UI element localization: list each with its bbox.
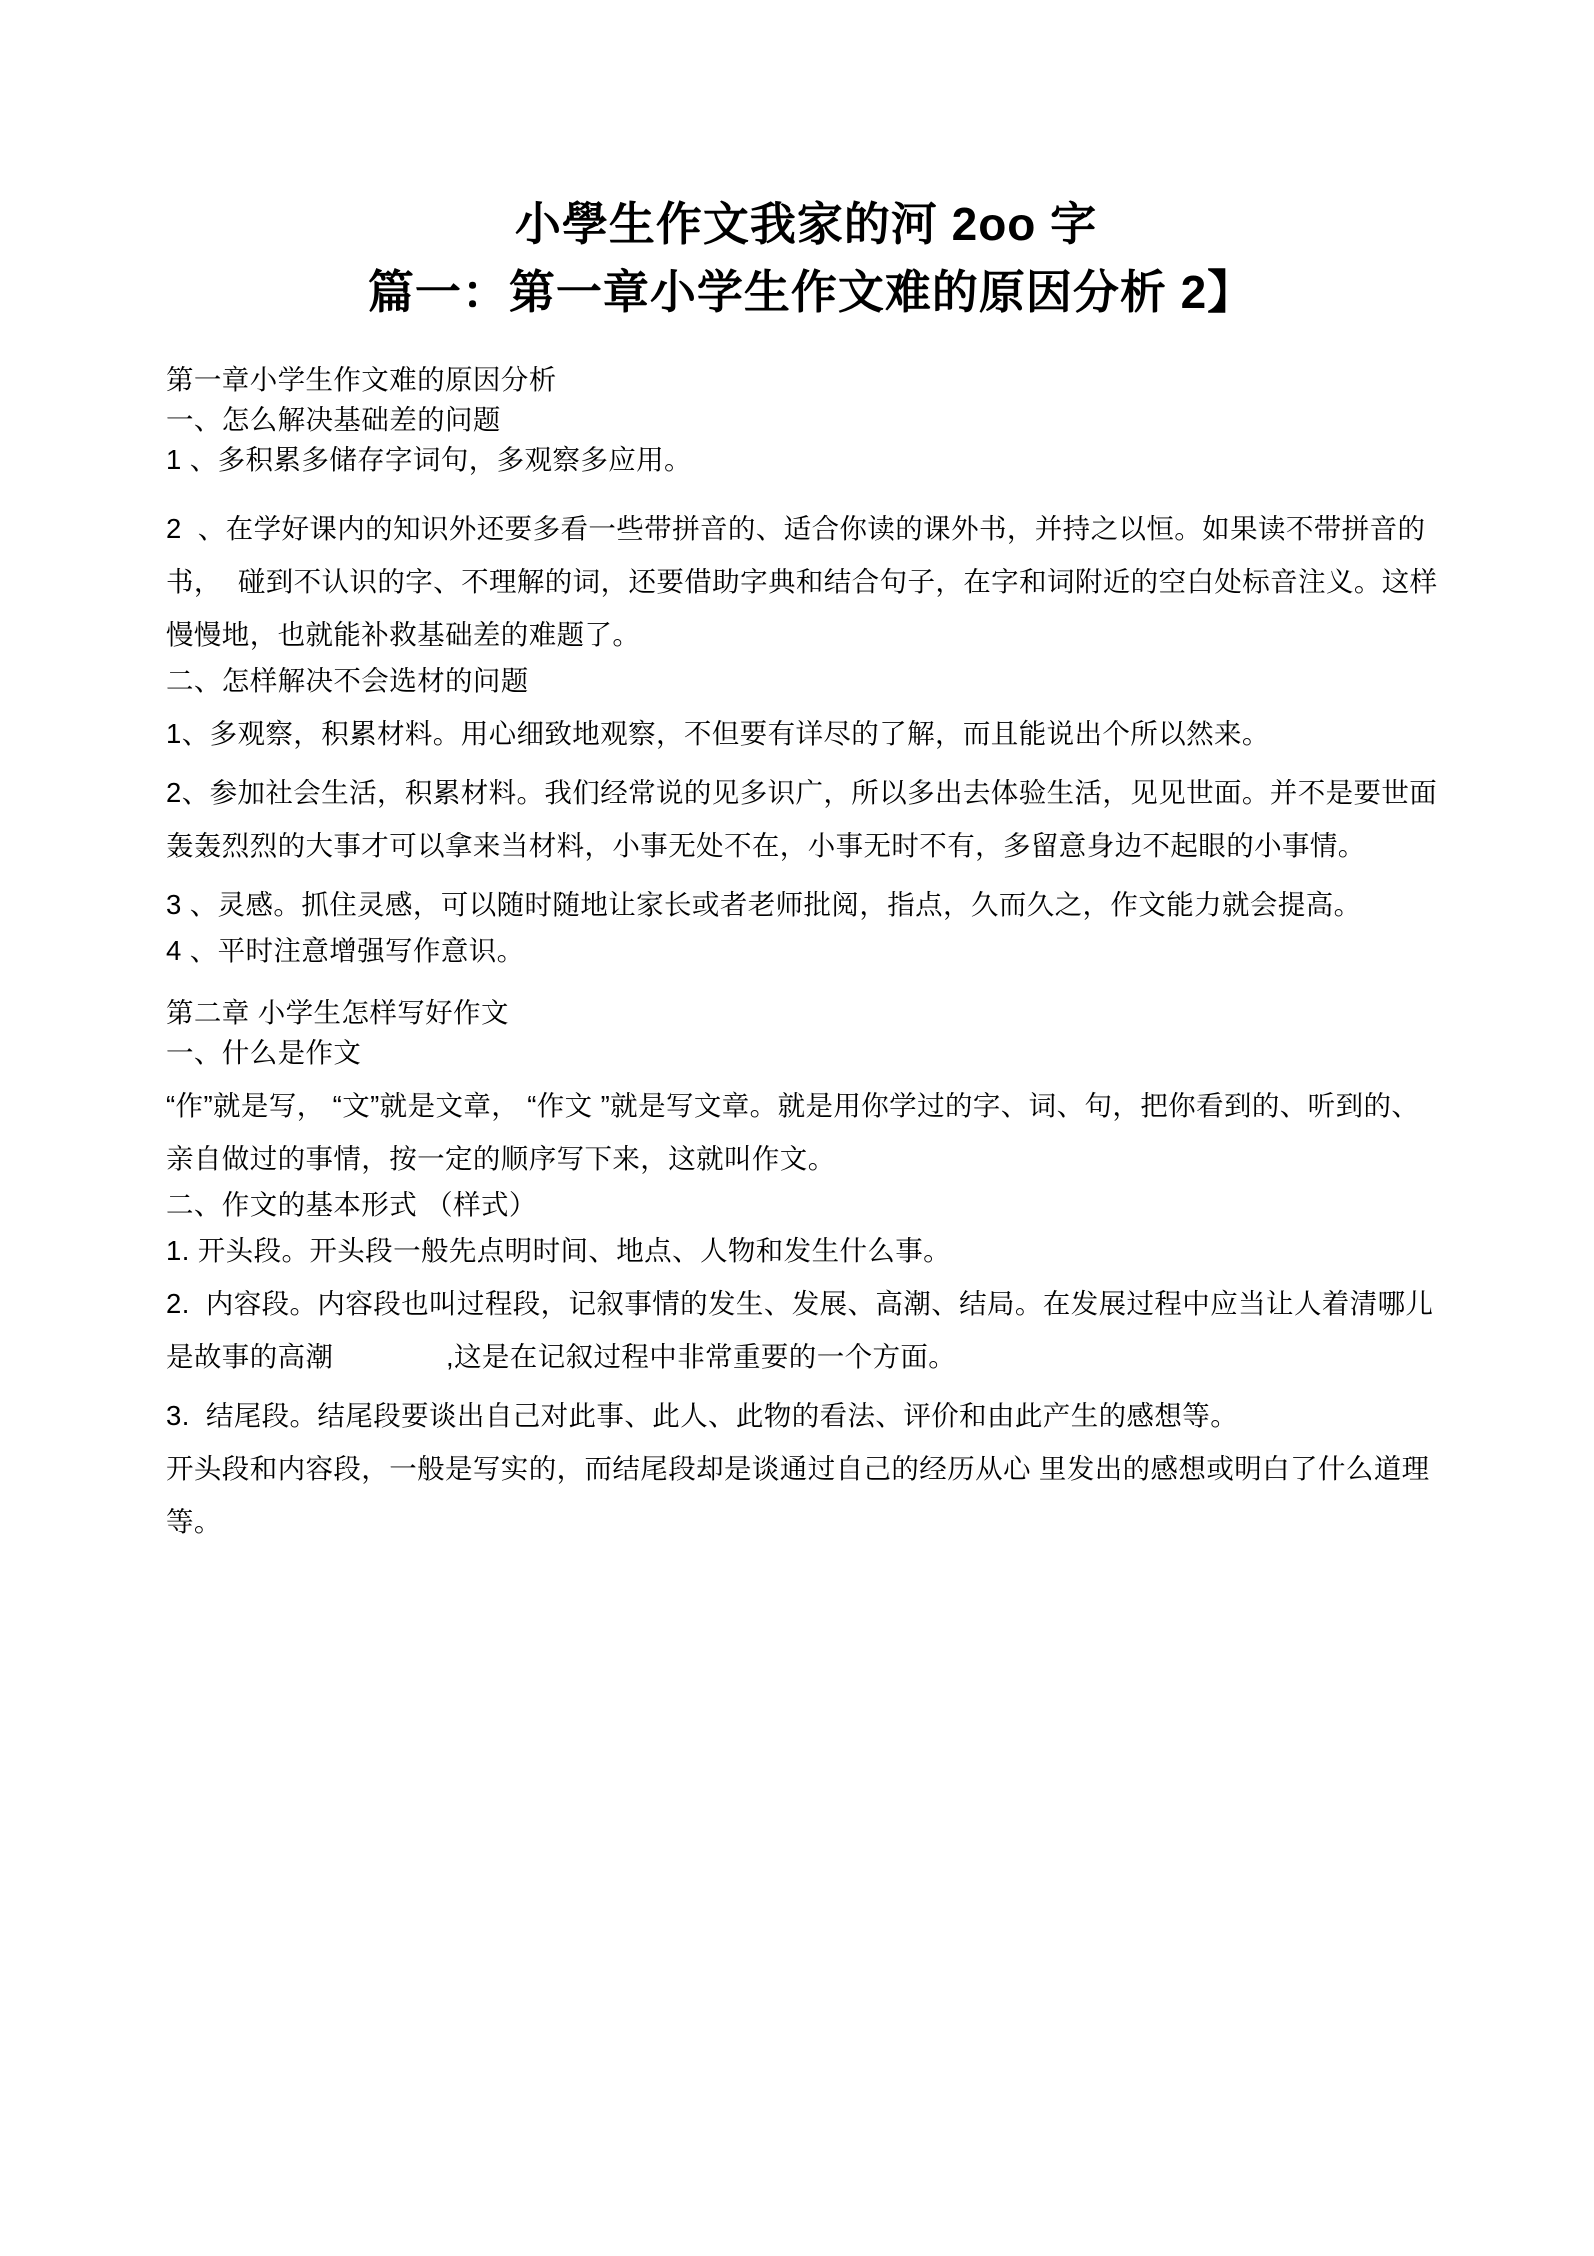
paragraph-section-two-heading: 二、怎样解决不会选材的问题	[166, 665, 529, 697]
paragraph-chapter2-section-one-heading: 一、什么是作文	[166, 1036, 362, 1068]
document-content	[0, 360, 1594, 1548]
paragraph-item-2-4: 4 、平时注意增强写作意识。	[166, 935, 525, 967]
paragraph-item-2-1: 1、多观察，积累材料。用心细致地观察，不但要有详尽的了解，而且能说出个所以然来。	[166, 717, 1270, 749]
paragraph-definition-of-composition: “作”就是写， “文”就是文章， “作文 ”就是写文章。就是用你学过的字、词、句，把你看到的、听到的、亲自做过的事情，按一定的顺序写下来，这就叫作文。	[166, 1089, 1420, 1174]
paragraph-chapter2-heading: 第二章 小学生怎样写好作文	[166, 997, 509, 1029]
paragraph-chapter2-section-two-heading: 二、作文的基本形式 （样式）	[166, 1188, 537, 1220]
paragraph-item-2-2: 2、参加社会生活，积累材料。我们经常说的见多识广，所以多出去体验生活，见见世面。并不是要世面轰轰烈烈的大事才可以拿来当材料，小事无处不在，小事无时不有，多留意身边不起眼的小事情。	[166, 776, 1438, 862]
paragraph-form-item-1: 1. 开头段。开头段一般先点明时间、地点、人物和发生什么事。	[166, 1234, 952, 1266]
paragraph-section-one-heading: 一、怎么解决基础差的问题	[166, 404, 501, 436]
paragraph-form-item-3: 3. 结尾段。结尾段要谈出自己对此事、此人、此物的看法、评价和由此产生的感想等。	[166, 1399, 1239, 1431]
page-title-line-2: 篇一：第一章小学生作文难的原因分析 2】	[367, 266, 1255, 319]
paragraph-item-1-2: 2 、在学好课内的知识外还要多看一些带拼音的、适合你读的课外书，并持之以恒。如果读不带拼音的书， 碰到不认识的字、不理解的词，还要借助字典和结合句子，在字和词附近的空白处标音注义。这样慢慢地，也就能补救基础差的难题了。	[166, 512, 1438, 650]
paragraph-item-1-1: 1 、多积累多储存字词句，多观察多应用。	[166, 443, 692, 475]
paragraph-closing-note: 开头段和内容段，一般是写实的，而结尾段却是谈通过自己的经历从心 里发出的感想或明白了什么道理等。	[166, 1452, 1430, 1537]
paragraph-item-2-3: 3 、灵感。抓住灵感，可以随时随地让家长或者老师批阅，指点，久而久之，作文能力就会提高。	[166, 889, 1362, 921]
page-title-line-1: 小學生作文我家的河 2oo 字	[514, 198, 1098, 250]
paragraph-form-item-2: 2. 内容段。内容段也叫过程段，记叙事情的发生、发展、高潮、结局。在发展过程中应当让人着清哪儿是故事的高潮 ,这是在记叙过程中非常重要的一个方面。	[166, 1287, 1434, 1372]
paragraph-chapter1-heading: 第一章小学生作文难的原因分析	[166, 364, 557, 396]
